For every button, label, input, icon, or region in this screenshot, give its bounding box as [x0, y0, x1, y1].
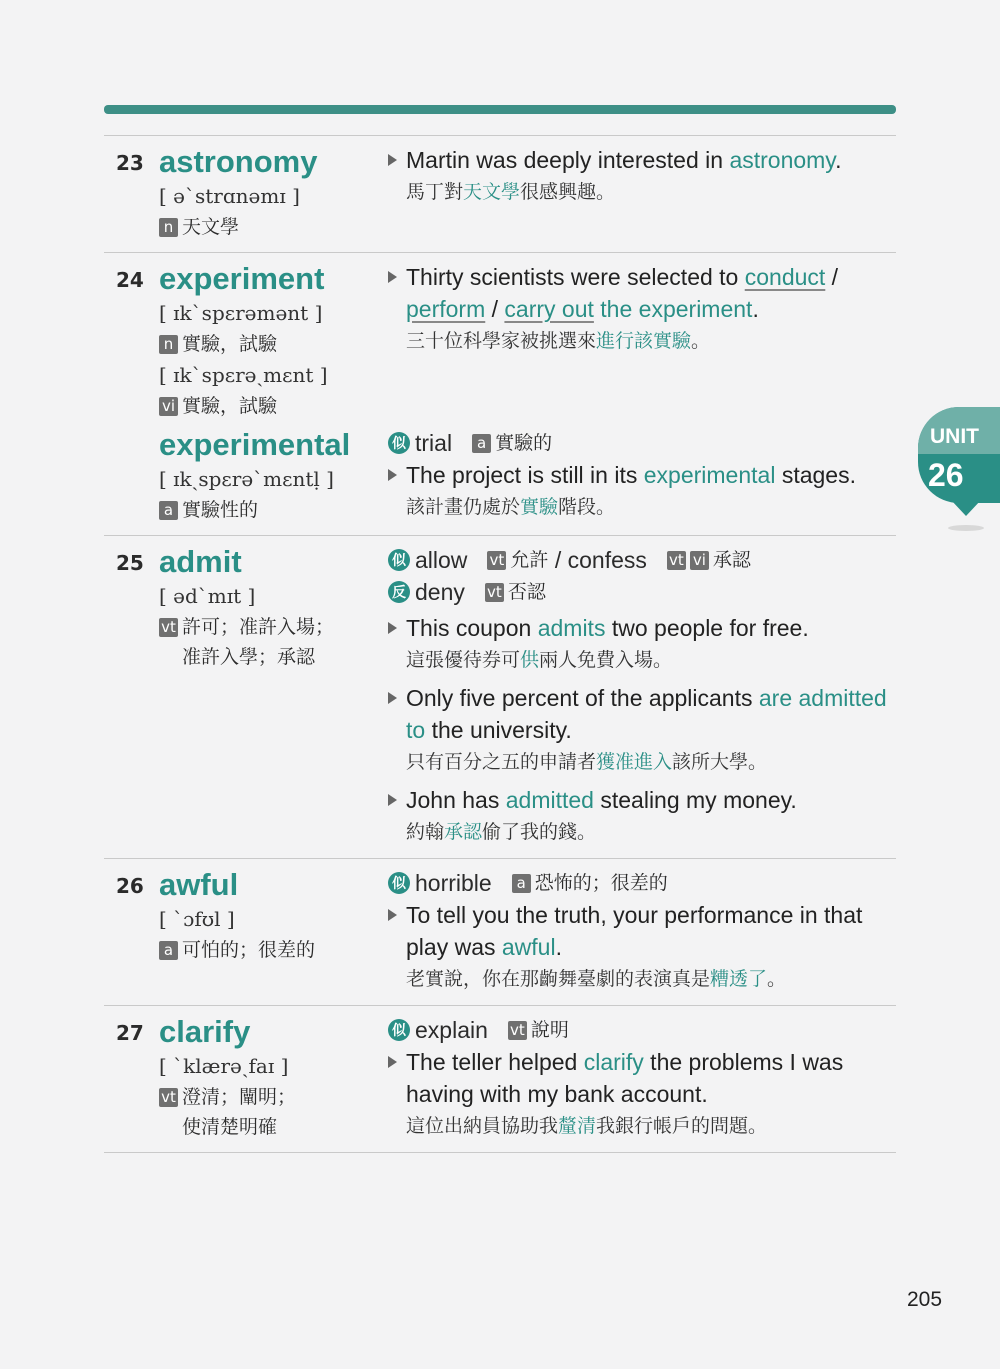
pos-tag: vt [159, 618, 178, 637]
example [388, 784, 890, 848]
antonym-line [388, 576, 890, 608]
vocab-entry-clarify [104, 1006, 896, 1153]
phonetic: [ ədˋmɪt ] [159, 584, 256, 608]
definition-line: 准許入學；承認 [182, 646, 316, 668]
example-text-end: stealing my money. [593, 787, 797, 813]
vocab-entry-admit [104, 536, 896, 859]
vocabulary-list [104, 135, 896, 1153]
separator: / [825, 264, 839, 290]
example-text-end: the university. [425, 717, 572, 743]
example [388, 612, 890, 676]
synonym-word: horrible [415, 870, 492, 896]
definition: 實驗性的 [182, 499, 259, 521]
example-text-end: . [555, 934, 562, 960]
example-highlight: experimental [643, 462, 776, 488]
synonym-meaning: 承認 [712, 549, 751, 571]
example-text: Only five percent of the applicants [406, 685, 759, 711]
vocab-entry-astronomy [104, 136, 896, 253]
phonetic: [ ˋklærəˏfaɪ ] [159, 1054, 289, 1078]
unit-tab [918, 407, 1000, 503]
translation-highlight: 供 [520, 649, 540, 671]
pos-tag: vt [485, 583, 504, 602]
translation: 只有百分之五的申請者 [406, 751, 597, 773]
synonym-meaning: 恐怖的；很差的 [534, 872, 668, 894]
translation-end: 該所大學。 [672, 751, 768, 773]
translation-highlight: 獲准進入 [596, 751, 673, 773]
synonym-word: explain [415, 1017, 488, 1043]
translation-highlight: 天文學 [463, 181, 521, 203]
example-text: This coupon [406, 615, 538, 641]
page-number: 205 [907, 1288, 943, 1311]
pos-tag: a [159, 941, 178, 960]
pos-tag: vt [508, 1021, 527, 1040]
example-highlight: admits [537, 615, 606, 641]
synonym-word: trial [415, 430, 453, 456]
unit-number: 26 [928, 457, 964, 493]
phonetic: [ ɪkˋspɛrəmənt ] [159, 301, 323, 325]
entry-number: 24 [116, 268, 144, 292]
translation: 馬丁對 [406, 181, 464, 203]
phonetic: [ ˋɔfʊl ] [159, 907, 235, 931]
headword: admit [159, 544, 242, 579]
definition: 實驗，試驗 [182, 333, 278, 355]
example [388, 261, 890, 357]
translation-highlight: 承認 [444, 821, 483, 843]
translation: 該計畫仍處於 [406, 496, 521, 518]
example-highlight: astronomy [729, 147, 836, 173]
phonetic: [ ɪkˋspɛrəˏmɛnt ] [159, 363, 328, 387]
example-text: To tell you the truth, your performance in that play was [406, 902, 863, 960]
translation-highlight: 進行該實驗 [596, 330, 692, 352]
example-text-end: the problems I was having with my bank account. [406, 1049, 844, 1107]
definition: 天文學 [182, 216, 240, 238]
synonym-icon: 似 [388, 872, 410, 894]
headword: clarify [159, 1014, 251, 1049]
antonym-meaning: 否認 [507, 581, 546, 603]
translation: 這張優待券可 [406, 649, 521, 671]
example-text-end: . [835, 147, 842, 173]
pos-tag: a [159, 501, 178, 520]
synonym-meaning: 允許 [510, 549, 549, 571]
definition [182, 612, 334, 672]
example [388, 459, 890, 523]
pos-tag: vi [159, 397, 178, 416]
synonym-icon: 似 [388, 1019, 410, 1041]
entry-number: 25 [116, 551, 144, 575]
entry-number: 27 [116, 1021, 144, 1045]
vocab-entry-awful [104, 859, 896, 1006]
translation-end: 偷了我的錢。 [482, 821, 597, 843]
unit-tab-shadow [948, 525, 984, 531]
unit-label: UNIT [930, 425, 979, 448]
example-highlight: perform [406, 296, 486, 322]
synonym-icon: 似 [388, 432, 410, 454]
pos-tag: n [159, 335, 178, 354]
example-text-end: stages. [775, 462, 856, 488]
translation-end: 階段。 [558, 496, 616, 518]
top-accent-bar [104, 105, 896, 114]
antonym-icon: 反 [388, 581, 410, 603]
translation: 三十位科學家被挑選來 [406, 330, 597, 352]
translation-highlight: 釐清 [558, 1115, 597, 1137]
synonym-line [388, 544, 890, 576]
phonetic: [ ɪkˏspɛrəˋmɛntḷ ] [159, 467, 334, 491]
synonym-meaning: 說明 [530, 1019, 569, 1041]
translation: 老實說，你在那齣舞臺劇的表演真是 [406, 968, 711, 990]
synonym-icon: 似 [388, 549, 410, 571]
headword: astronomy [159, 144, 318, 179]
example-text-end: . [752, 296, 759, 322]
separator: / [485, 296, 505, 322]
example-text: The teller helped [406, 1049, 584, 1075]
synonym-line [388, 867, 890, 899]
definition: 實驗，試驗 [182, 395, 278, 417]
pos-tag: vt [667, 551, 686, 570]
derived-headword: experimental [159, 427, 351, 462]
pos-tag: a [472, 434, 491, 453]
vocab-entry-experiment [104, 253, 896, 536]
example-highlight: clarify [583, 1049, 644, 1075]
headword: experiment [159, 261, 325, 296]
headword: awful [159, 867, 239, 902]
synonym-word: allow [415, 547, 468, 573]
synonym-meaning: 實驗的 [495, 432, 553, 454]
example [388, 682, 890, 778]
translation-end: 我銀行帳戶的問題。 [596, 1115, 768, 1137]
definition [182, 1082, 296, 1142]
definition-line: 許可；准許入場； [182, 616, 335, 638]
entry-number: 26 [116, 874, 144, 898]
unit-tab-pointer [951, 500, 981, 516]
phonetic: [ əˋstrɑnəmɪ ] [159, 184, 300, 208]
example-highlight: admitted [505, 787, 594, 813]
pos-tag: n [159, 218, 178, 237]
example-highlight: the experiment [593, 296, 753, 322]
entry-number: 23 [116, 151, 144, 175]
example-text: John has [406, 787, 506, 813]
example [388, 144, 890, 208]
translation-end: 兩人免費入場。 [539, 649, 673, 671]
separator: / [548, 547, 568, 573]
translation-end: 很感興趣。 [520, 181, 616, 203]
synonym-line [388, 1014, 890, 1046]
pos-tag: vi [690, 551, 709, 570]
example-highlight: conduct [744, 264, 826, 290]
example-text: The project is still in its [406, 462, 644, 488]
example-highlight: are admitted to [406, 685, 887, 743]
translation-highlight: 實驗 [520, 496, 559, 518]
synonym-line [388, 427, 890, 459]
definition: 可怕的；很差的 [182, 939, 316, 961]
example-text-end: two people for free. [605, 615, 809, 641]
definition-line: 使清楚明確 [182, 1116, 278, 1138]
pos-tag: vt [159, 1088, 178, 1107]
translation: 約翰 [406, 821, 445, 843]
definition-line: 澄清；闡明； [182, 1086, 297, 1108]
example-text: Thirty scientists were selected to [406, 264, 745, 290]
translation-highlight: 糟透了 [710, 968, 768, 990]
translation-end: 。 [767, 968, 787, 990]
example-highlight: carry out [504, 296, 594, 322]
translation: 這位出納員協助我 [406, 1115, 559, 1137]
pos-tag: vt [487, 551, 506, 570]
translation-end: 。 [691, 330, 711, 352]
example-text: Martin was deeply interested in [406, 147, 730, 173]
example [388, 899, 890, 995]
pos-tag: a [512, 874, 531, 893]
synonym-word: confess [567, 547, 647, 573]
antonym-word: deny [415, 579, 465, 605]
example [388, 1046, 890, 1142]
example-highlight: awful [501, 934, 556, 960]
